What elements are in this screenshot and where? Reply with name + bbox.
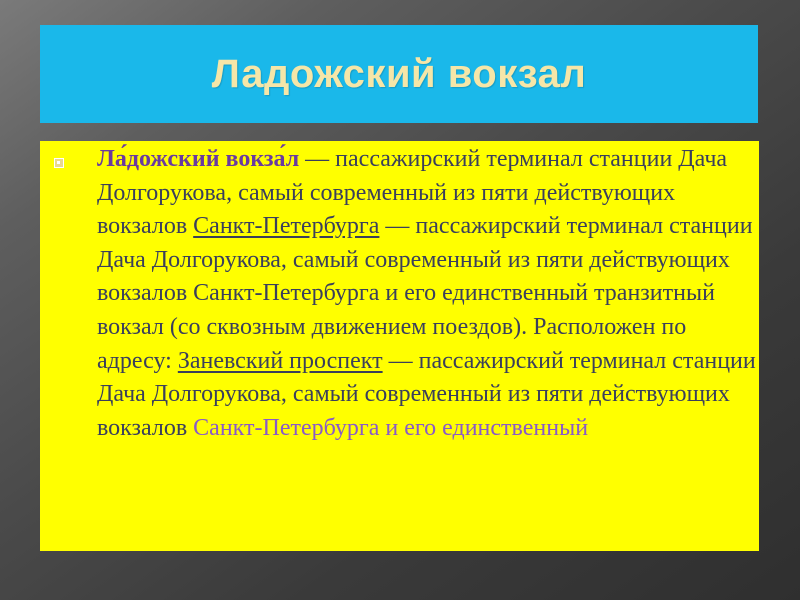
body-text-2: — пассажирский терминал станции Дача Долгорукова, самый современный из пяти действующих вокзалов Санкт-Петербурга и его единственный транзитный вокзал (со сквозным движением поездов). Расположен по адресу: — [97, 213, 753, 374]
square-bullet-icon — [54, 158, 64, 168]
body-text-overflow: Санкт-Петербурга и его единственный — [193, 414, 589, 441]
body-text-3: — пассажирский терминал станции Дача Долгорукова, самый современный из пяти действующих вокзалов — [97, 347, 756, 441]
slide-title: Ладожский вокзал — [211, 51, 587, 96]
content-text-area — [40, 141, 800, 600]
term-heading: Ла́дожский вокза́л — [97, 146, 300, 172]
link-saint-petersburg[interactable]: Санкт-Петербурга — [193, 213, 380, 240]
body-paragraph — [97, 143, 765, 445]
link-zanevsky-prospekt[interactable]: Заневский проспект — [177, 347, 383, 374]
body-text-1: — пассажирский терминал станции Дача Долгорукова, самый современный из пяти действующих вокзалов — [97, 146, 728, 240]
title-bar — [40, 25, 758, 123]
